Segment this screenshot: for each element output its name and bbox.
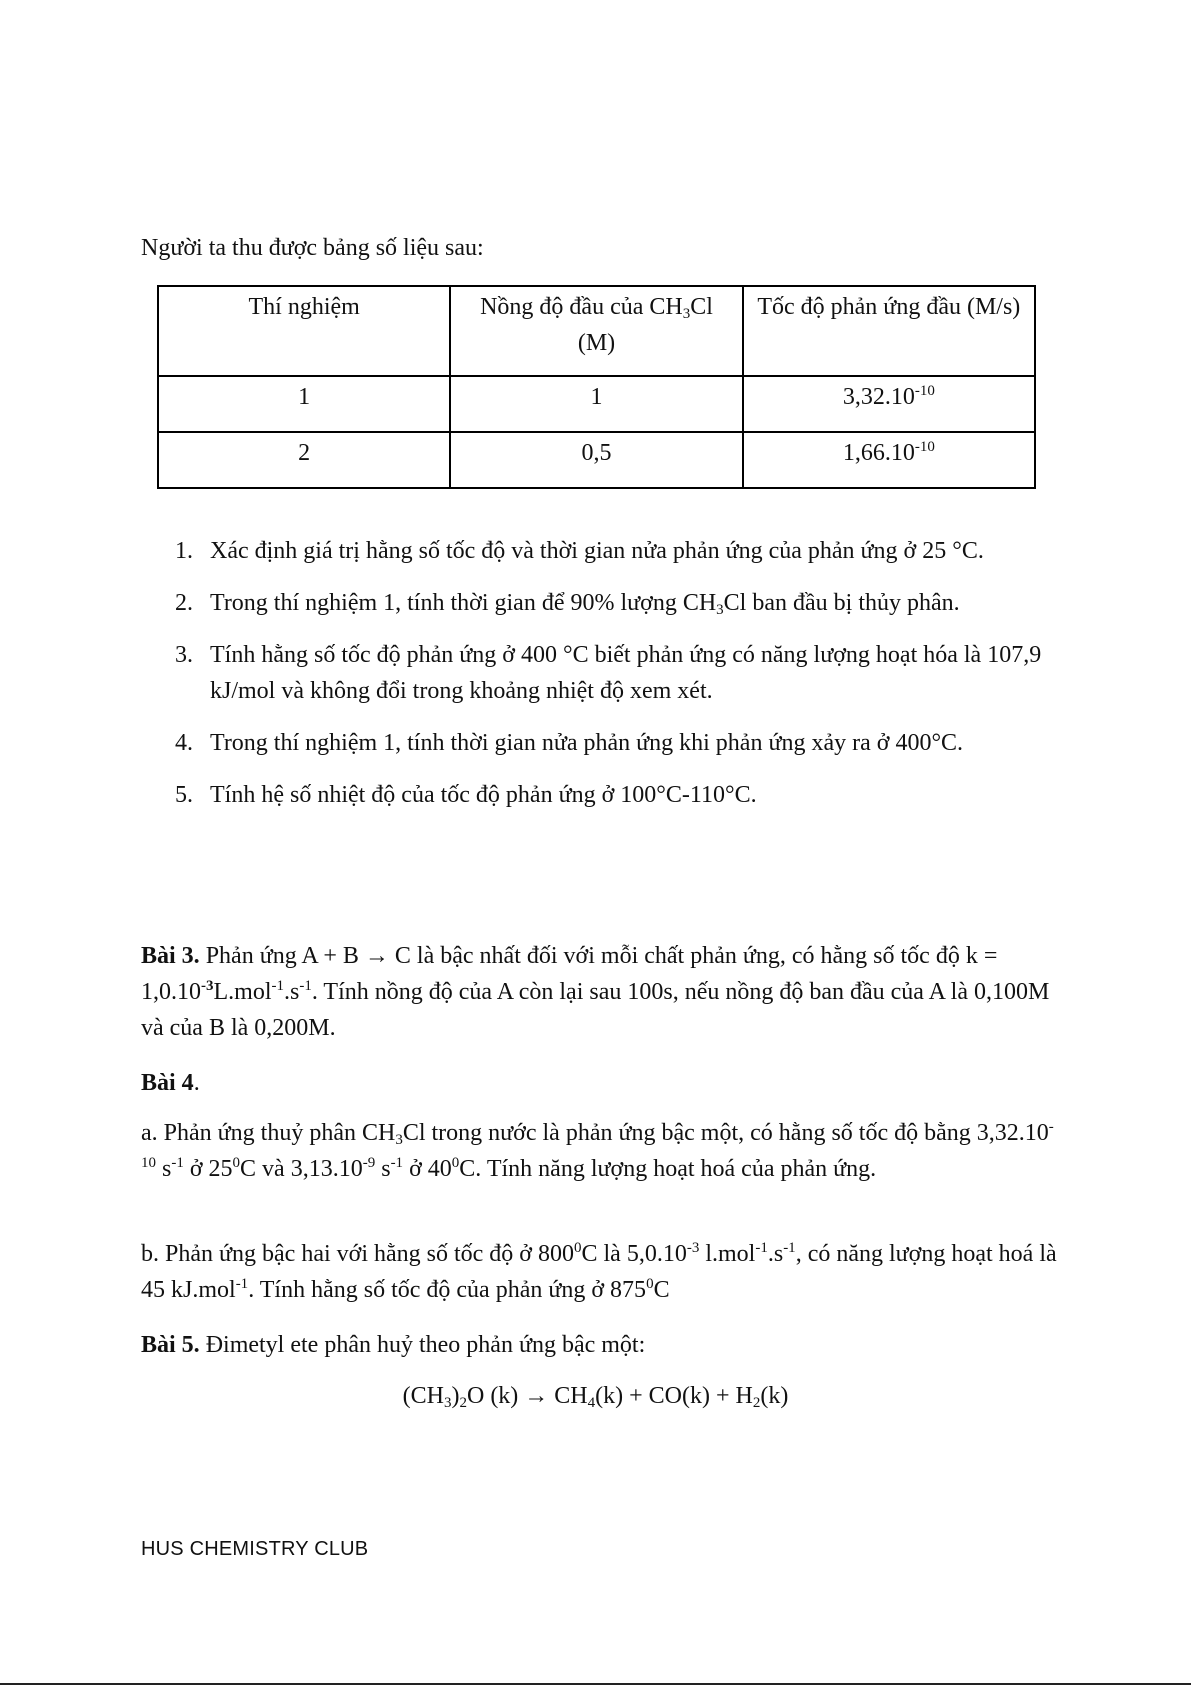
data-table xyxy=(157,285,1036,489)
exercise-5-label: Bài 5. xyxy=(141,1332,200,1358)
exercise-4-heading: Bài 4. xyxy=(141,1070,200,1096)
cell-rate: $1,66.10^{-10}$ xyxy=(743,432,1035,488)
question-item: 4. Trong thí nghiệm 1, tính thời gian nửa phản ứng khi phản ứng xảy ra ở 400°C. xyxy=(175,730,964,756)
question-item: 3. Tính hằng số tốc độ phản ứng ở 400 °C biết phản ứng có năng lượng hoạt hóa là 107,9 kJ/mol và không đổi trong khoảng nhiệt độ xem xét. xyxy=(175,642,1042,704)
cell-rate: $3,32.10^{-10}$ xyxy=(743,376,1035,432)
question-item: 5. Tính hệ số nhiệt độ của tốc độ phản ứng ở 100°C-110°C. xyxy=(175,782,757,808)
exercise-3-label: Bài 3. xyxy=(141,943,200,969)
reaction-equation: $(CH_3)_2O$ $(k) \to CH_4(k) + CO(k) + H_2(k)$ xyxy=(402,1383,789,1411)
exercise-4a: a. Phản ứng thuỷ phân $CH_3Cl$ trong nước là phản ứng bậc một, có hằng số tốc độ bằng $3,32.10^{-10}$ $s^{-1}$ ở $25^0C$ và $3,13.10^{-9}$ $s^{-1}$ ở $40^0C$. Tính năng lượng hoạt hoá của phản ứng. xyxy=(141,1119,1054,1182)
cell-experiment: 2 xyxy=(158,432,450,488)
header-initial-rate: Tốc độ phản ứng đầu (M/s) xyxy=(743,286,1035,376)
cell-concentration: 1 xyxy=(450,376,742,432)
header-initial-concentration: Nồng độ đầu của $CH_3Cl$ (M) xyxy=(450,286,742,376)
question-item: 2. Trong thí nghiệm 1, tính thời gian để 90% lượng $CH_3Cl$ ban đầu bị thủy phân. xyxy=(175,590,960,618)
exercise-3: Bài 3. Phản ứng A + B → C là bậc nhất đối với mỗi chất phản ứng, có hằng số tốc độ $k = 1,0.10^{-3}L.mol^{-1}.s^{-1}$. Tính nồng độ của A còn lại sau 100s, nếu nồng độ ban đầu của A là 0,100M và của B là 0,200M. xyxy=(141,943,1050,1041)
question-list xyxy=(141,533,1061,829)
footer-club-name: HUS CHEMISTRY CLUB xyxy=(141,1538,369,1560)
cell-concentration: 0,5 xyxy=(450,432,742,488)
header-experiment: Thí nghiệm xyxy=(158,286,450,376)
exercise-4b: b. Phản ứng bậc hai với hằng số tốc độ ở $800^0C$ là $5,0.10^{-3}$ $l.mol^{-1}.s^{-1}$, có năng lượng hoạt hoá là 45 kJ.mol$^{-1}$. Tính hằng số tốc độ của phản ứng ở $875^0C$ xyxy=(141,1240,1057,1303)
table-intro: Người ta thu được bảng số liệu sau: xyxy=(141,235,484,261)
cell-experiment: 1 xyxy=(158,376,450,432)
exercise-5: Bài 5. Đimetyl ete phân huỷ theo phản ứng bậc một: xyxy=(141,1332,646,1358)
question-item: 1. Xác định giá trị hằng số tốc độ và thời gian nửa phản ứng của phản ứng ở 25 °C. xyxy=(175,538,984,564)
table-row xyxy=(158,432,1035,488)
table-row xyxy=(158,376,1035,432)
table-header-row xyxy=(158,286,1035,376)
